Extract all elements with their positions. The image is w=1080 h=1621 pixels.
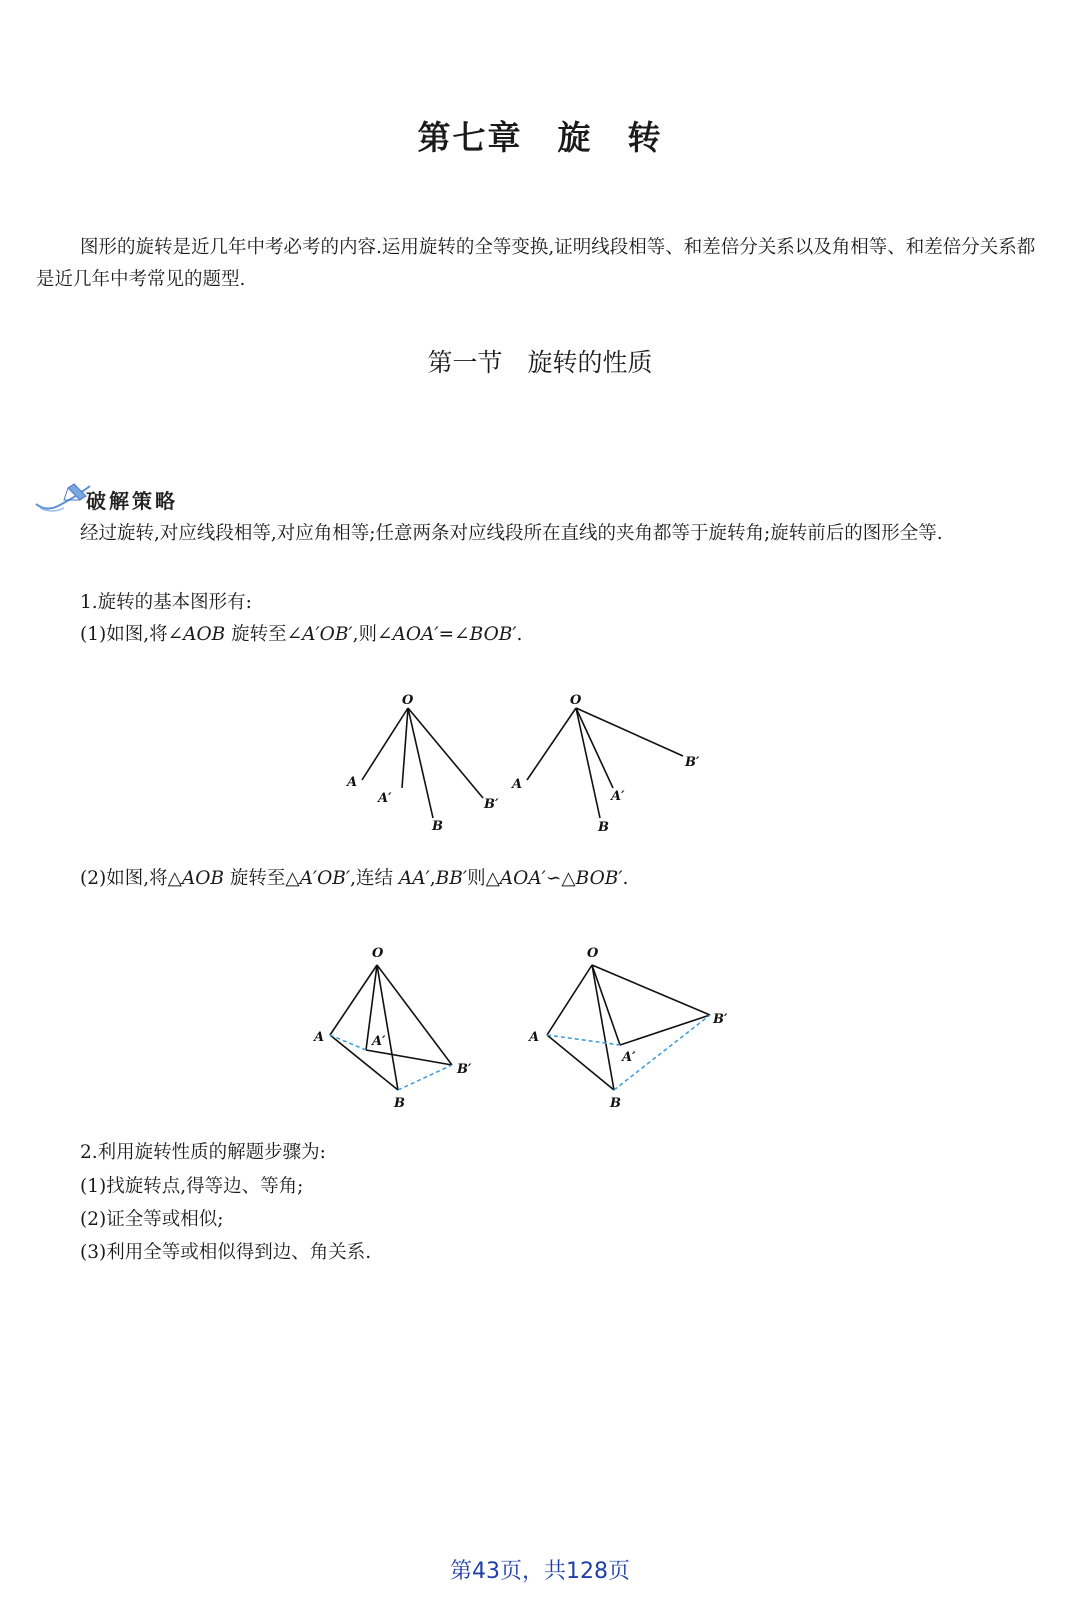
math-aob: AOB [181, 868, 224, 889]
case1-text: =∠ [438, 624, 470, 645]
case2-text: ∽△ [545, 868, 576, 889]
case1-text: . [516, 624, 523, 645]
label-b: B [432, 819, 443, 834]
figure-triangle-rotation [300, 935, 760, 1115]
case1-text: ,则∠ [352, 624, 393, 645]
label-a-prime: A′ [378, 791, 392, 806]
pen-icon [34, 482, 94, 518]
point1-heading: 1.旋转的基本图形有: [80, 592, 252, 613]
segment-a-prime-b-prime-right [620, 1015, 710, 1045]
step-2: (2)证全等或相似; [80, 1209, 224, 1230]
point2-heading: 2.利用旋转性质的解题步骤为: [80, 1142, 326, 1163]
case1-statement [80, 620, 522, 650]
dashed-bb-prime-left [398, 1065, 452, 1090]
segment-oa-prime-right [576, 708, 613, 788]
label-b: B [598, 820, 609, 835]
segment-ob-prime-left [408, 708, 483, 798]
label-o: O [372, 946, 384, 961]
label-a-prime: A′ [622, 1050, 636, 1065]
label-b: B [610, 1096, 621, 1111]
label-o: O [570, 693, 582, 708]
math-aoa-prime: AOA′ [392, 624, 439, 645]
label-o: O [402, 693, 414, 708]
label-a: A [314, 1030, 325, 1045]
math-aoa-prime: AOA′ [499, 868, 546, 889]
page-number-footer: 第43页，共128页 [450, 1559, 630, 1584]
segment-oa-prime-right [592, 965, 620, 1045]
label-a-prime: A′ [372, 1034, 386, 1049]
case1-text: 旋转至∠ [225, 624, 303, 645]
figure-angle-rotation [320, 680, 740, 840]
segment-oa-left [362, 708, 408, 780]
segment-ob-left [408, 708, 433, 818]
strategy-intro: 经过旋转,对应线段相等,对应角相等;任意两条对应线段所在直线的夹角都等于旋转角;旋转前后的图形全等. [80, 523, 943, 544]
segment-a-prime-b-prime-left [366, 1050, 452, 1065]
math-aob: AOB [183, 624, 226, 645]
label-a: A [529, 1030, 540, 1045]
step-3: (3)利用全等或相似得到边、角关系. [80, 1242, 372, 1263]
segment-ob-prime-left [377, 965, 452, 1065]
label-b-prime: B′ [484, 797, 499, 812]
strategy-title: 破解策略 [86, 489, 178, 513]
math-a-prime-ob-prime: A′OB′ [302, 624, 353, 645]
label-a: A [347, 775, 358, 790]
math-aa-prime: AA′ [398, 868, 430, 889]
case2-text: (2)如图,将△ [80, 868, 182, 889]
segment-ob-prime-right [592, 965, 710, 1015]
segment-ab-left [330, 1035, 398, 1090]
label-a-prime: A′ [611, 789, 625, 804]
intro-paragraph: 图形的旋转是近几年中考必考的内容.运用旋转的全等变换,证明线段相等、和差倍分关系以及角相等、和差倍分关系都是近几年中考常见的题型. [36, 237, 1036, 290]
section-title: 第一节 旋转的性质 [427, 348, 653, 377]
label-o: O [587, 946, 599, 961]
label-b-prime: B′ [457, 1062, 472, 1077]
segment-ob-right [576, 708, 600, 818]
step-1: (1)找旋转点,得等边、等角; [80, 1176, 304, 1197]
math-a-prime-ob-prime: A′OB′ [299, 868, 351, 889]
label-a: A [512, 777, 523, 792]
segment-ob-right [592, 965, 614, 1090]
chapter-title: 第七章 旋 转 [417, 118, 663, 157]
segment-ob-prime-right [576, 708, 683, 756]
math-bob-prime: BOB′ [575, 868, 623, 889]
label-b-prime: B′ [685, 755, 700, 770]
case2-text: 则△ [467, 868, 500, 889]
label-b: B [394, 1096, 405, 1111]
label-b-prime: B′ [713, 1012, 728, 1027]
case2-text: . [622, 868, 629, 889]
segment-oa-right [547, 965, 592, 1035]
math-bob-prime: BOB′ [469, 624, 517, 645]
strategy-header [34, 482, 234, 522]
case2-text: , [429, 868, 436, 889]
math-bb-prime: BB′ [435, 868, 468, 889]
segment-ob-left [377, 965, 398, 1090]
segment-oa-right [527, 708, 576, 780]
case2-text: 旋转至△ [223, 868, 300, 889]
case2-text: ,连结 [350, 868, 399, 889]
case2-statement [80, 864, 628, 894]
case1-text: (1)如图,将∠ [80, 624, 184, 645]
dashed-aa-prime-left [330, 1035, 366, 1050]
segment-oa-prime-left [402, 708, 408, 788]
